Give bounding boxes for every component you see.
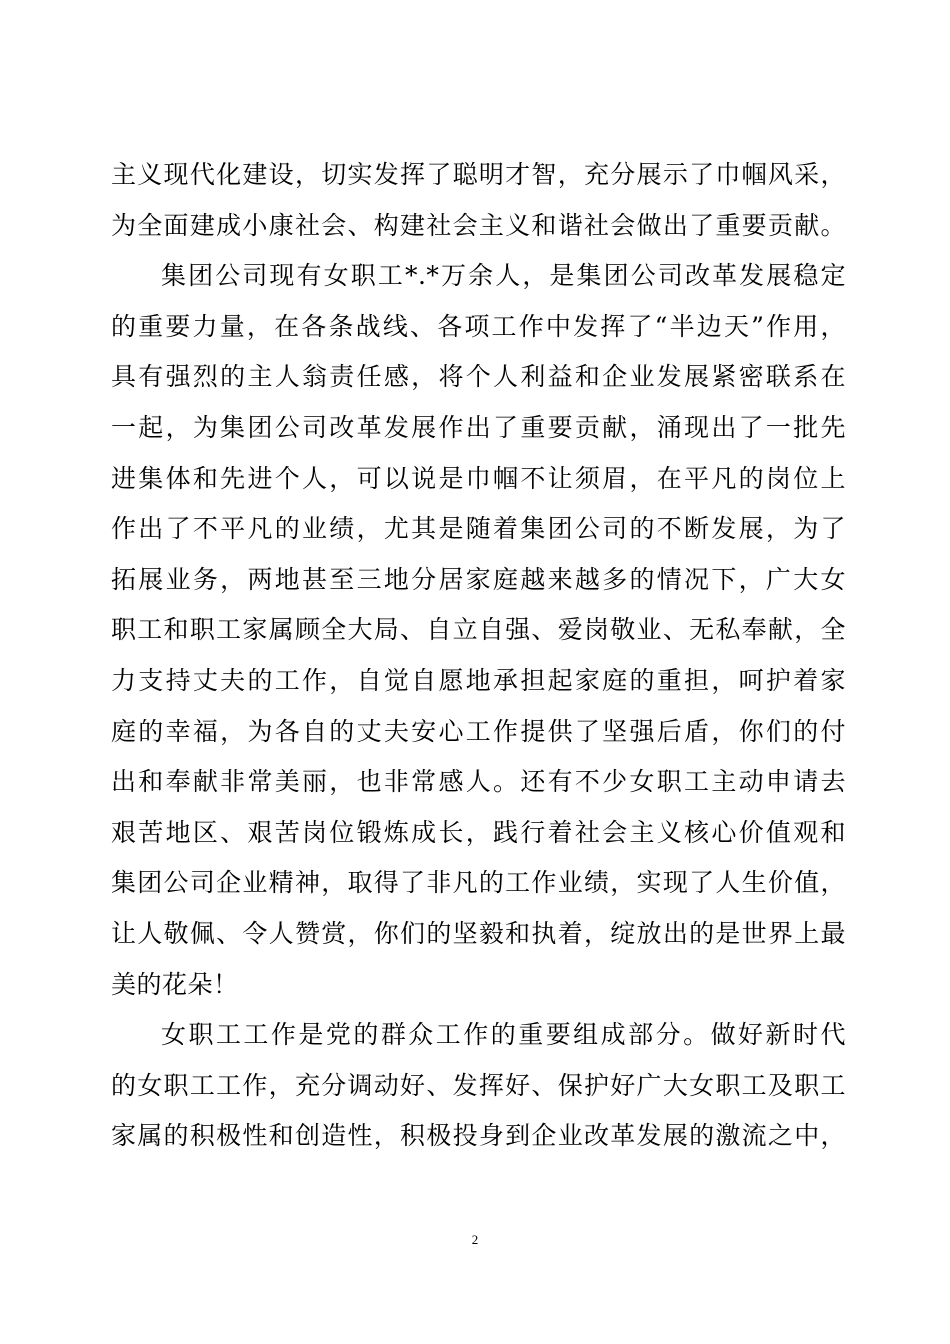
text-line: 进集体和先进个人，可以说是巾帼不让须眉，在平凡的岗位上 (111, 463, 846, 493)
text-line: 拓展业务，两地甚至三地分居家庭越来越多的情况下，广大女 (111, 564, 846, 594)
text-line: 集团公司企业精神，取得了非凡的工作业绩，实现了人生价值， (111, 868, 846, 898)
text-line: 职工和职工家属顾全大局、自立自强、爱岗敬业、无私奉献，全 (111, 615, 846, 645)
text-line: 为全面建成小康社会、构建社会主义和谐社会做出了重要贡献。 (111, 210, 846, 240)
text-line: 出和奉献非常美丽，也非常感人。还有不少女职工主动申请去 (111, 767, 846, 797)
text-line: 作出了不平凡的业绩，尤其是随着集团公司的不断发展，为了 (111, 514, 846, 544)
paragraph-start-line: 集团公司现有女职工*.*万余人，是集团公司改革发展稳定 (161, 261, 846, 291)
paragraph-end-line: 美的花朵！ (111, 969, 239, 999)
text-line: 力支持丈夫的工作，自觉自愿地承担起家庭的重担，呵护着家 (111, 665, 846, 695)
body-text (111, 150, 846, 1162)
page-number: 2 (471, 1232, 479, 1247)
text-line: 一起，为集团公司改革发展作出了重要贡献，涌现出了一批先 (111, 412, 846, 442)
text-line: 具有强烈的主人翁责任感，将个人利益和企业发展紧密联系在 (111, 362, 846, 392)
text-line: 的重要力量，在各条战线、各项工作中发挥了“半边天”作用， (111, 311, 846, 341)
text-line: 家属的积极性和创造性，积极投身到企业改革发展的激流之中， (111, 1121, 846, 1151)
text-line: 的女职工工作，充分调动好、发挥好、保护好广大女职工及职工 (111, 1070, 846, 1100)
text-line: 让人敬佩、令人赞赏，你们的坚毅和执着，绽放出的是世界上最 (111, 918, 846, 948)
paragraph-start-line: 女职工工作是党的群众工作的重要组成部分。做好新时代 (161, 1020, 846, 1050)
text-line: 庭的幸福，为各自的丈夫安心工作提供了坚强后盾，你们的付 (111, 716, 846, 746)
text-line: 艰苦地区、艰苦岗位锻炼成长，践行着社会主义核心价值观和 (111, 817, 846, 847)
text-line: 主义现代化建设，切实发挥了聪明才智，充分展示了巾帼风采， (111, 160, 846, 189)
